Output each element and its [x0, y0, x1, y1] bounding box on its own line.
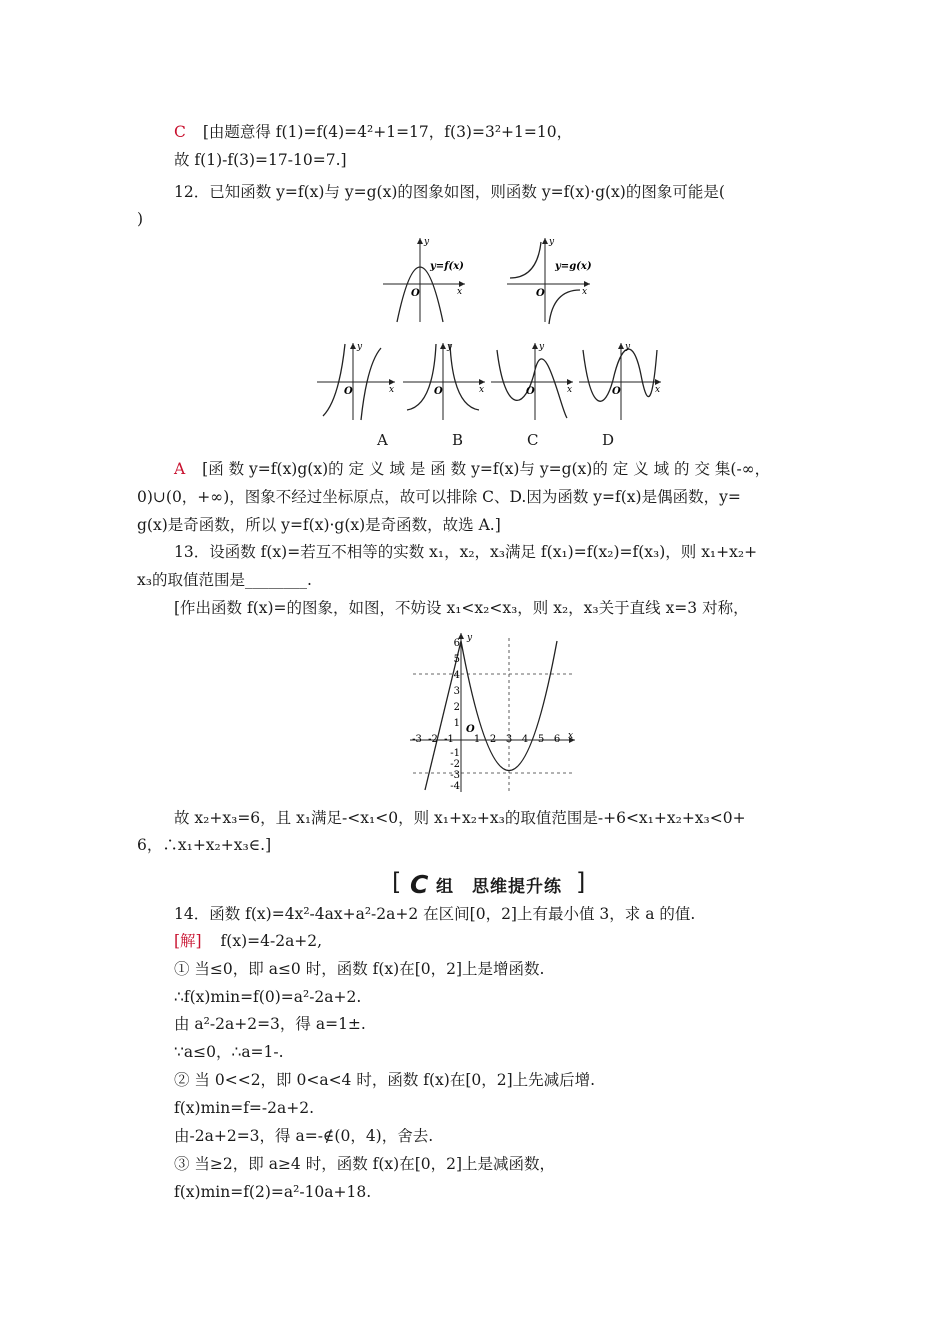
- answer-letter: C: [174, 123, 186, 141]
- axis-x-label: x: [457, 287, 463, 297]
- solution-text: f(x)=4-2a+2,: [220, 932, 323, 950]
- svg-text:x: x: [479, 385, 485, 395]
- y-tick: -2: [450, 759, 460, 770]
- svg-text:y: y: [357, 342, 363, 352]
- answer-11-line2: 故 f(1)-f(3)=17-10=7.]: [174, 151, 347, 169]
- solution-line-6: ② 当 0<<2，即 0<a<4 时，函数 f(x)在[0，2]上先减后增.: [174, 1071, 596, 1089]
- solution-line-8: 由-2a+2=3，得 a=-∉(0，4)，舍去.: [174, 1127, 434, 1145]
- answer-13-line3: 6，∴x₁+x₂+x₃∈.]: [137, 836, 272, 854]
- section-banner: [392, 869, 592, 897]
- x-tick: 2: [489, 734, 497, 745]
- question-14: 14．函数 f(x)=4x²-4ax+a²-2a+2 在区间[0，2]上有最小值 3，求 a 的值.: [174, 905, 696, 923]
- solution-line-1: [174, 930, 322, 952]
- solution-line-3: ∴f(x)min=f(0)=a²-2a+2.: [174, 988, 362, 1006]
- origin-label: O: [411, 288, 420, 299]
- x-tick: 6: [553, 734, 561, 745]
- y-tick: -3: [450, 770, 460, 781]
- svg-text:y: y: [539, 342, 545, 352]
- answer-12-line2: 0)∪(0，+∞)，图象不经过坐标原点，故可以排除 C、D.因为函数 y=f(x)是偶函数，y=: [137, 488, 741, 506]
- answer-12-line1: [174, 458, 770, 480]
- question-13-line2: x₃的取值范围是________.: [137, 571, 312, 589]
- x-tick: -1: [444, 734, 454, 745]
- option-label-c: C: [527, 431, 539, 449]
- svg-text:O: O: [344, 386, 353, 397]
- option-d-graph: [579, 342, 661, 420]
- figure-13-graph: [405, 630, 580, 795]
- axis-x-label: x: [582, 287, 588, 297]
- question-12-paren: ): [137, 210, 144, 228]
- origin-label: O: [536, 288, 545, 299]
- answer-12-line3: g(x)是奇函数，所以 y=f(x)·g(x)是奇函数，故选 A.]: [137, 516, 501, 534]
- y-tick: -1: [450, 748, 460, 759]
- y-tick: 6: [453, 638, 460, 649]
- svg-text:O: O: [466, 724, 475, 735]
- svg-text:x: x: [655, 385, 661, 395]
- figure-12-options: [315, 340, 665, 425]
- graph-g: [507, 237, 592, 324]
- option-a-graph: [317, 342, 395, 420]
- x-tick: -3: [412, 734, 422, 745]
- option-b-graph: [403, 342, 485, 420]
- svg-text:x: x: [568, 731, 574, 741]
- banner-title: 组 思维提升练: [436, 877, 562, 897]
- graph-f: [383, 237, 465, 322]
- option-label-b: B: [452, 431, 464, 449]
- option-label-a: A: [377, 431, 388, 449]
- y-tick: 5: [453, 654, 460, 665]
- answer-13-line1: [作出函数 f(x)=的图象，如图，不妨设 x₁<x₂<x₃，则 x₂，x₃关于直线 x=3 对称，: [174, 599, 749, 617]
- answer-text: [函 数 y=f(x)g(x)的 定 义 域 是 函 数 y=f(x)与 y=g(x)的 定 义 域 的 交 集(-∞，: [202, 460, 771, 478]
- figure-12-fg: [375, 232, 600, 327]
- f-label: y=f(x): [430, 261, 464, 272]
- question-12: 12．已知函数 y=f(x)与 y=g(x)的图象如图，则函数 y=f(x)·g(x)的图象可能是(: [174, 183, 725, 201]
- solution-line-10: f(x)min=f(2)=a²-10a+18.: [174, 1183, 372, 1201]
- x-tick: 1: [473, 734, 481, 745]
- solution-tag: [解]: [174, 932, 202, 950]
- x-tick: 3: [505, 734, 513, 745]
- answer-13-line2: 故 x₂+x₃=6，且 x₁满足-<x₁<0，则 x₁+x₂+x₃的取值范围是-+6<x₁+x₂+x₃<0+: [174, 809, 746, 827]
- svg-text:y: y: [467, 633, 473, 643]
- x-tick: 5: [537, 734, 545, 745]
- solution-line-4: 由 a²-2a+2=3，得 a=1±.: [174, 1015, 366, 1033]
- x-tick: -2: [428, 734, 438, 745]
- svg-text:y: y: [447, 342, 453, 352]
- question-13-line1: 13．设函数 f(x)=若互不相等的实数 x₁，x₂，x₃满足 f(x₁)=f(x₂)=f(x₃)，则 x₁+x₂+: [174, 543, 758, 561]
- answer-letter: A: [174, 460, 186, 478]
- svg-text:O: O: [612, 386, 621, 397]
- solution-line-7: f(x)min=f=-2a+2.: [174, 1099, 315, 1117]
- y-tick: 1: [453, 718, 460, 729]
- svg-text:x: x: [567, 385, 573, 395]
- banner-letter: C: [410, 870, 429, 899]
- option-label-d: D: [602, 431, 615, 449]
- x-tick: 4: [521, 734, 529, 745]
- svg-text:y: y: [625, 342, 631, 352]
- y-tick: 3: [453, 686, 460, 697]
- banner-right-bracket: ]: [576, 868, 586, 896]
- option-c-graph: [491, 342, 573, 420]
- svg-text:O: O: [434, 386, 443, 397]
- solution-line-5: ∵a≤0，∴a=1-.: [174, 1043, 284, 1061]
- y-tick: -4: [450, 781, 460, 792]
- banner-left-bracket: [: [392, 868, 402, 896]
- y-tick: 4: [453, 670, 460, 681]
- axis-y-label: y: [424, 237, 430, 247]
- g-label: y=g(x): [555, 261, 592, 272]
- solution-line-9: ③ 当≥2，即 a≥4 时，函数 f(x)在[0，2]上是减函数，: [174, 1155, 556, 1173]
- solution-line-2: ① 当≤0，即 a≤0 时，函数 f(x)在[0，2]上是增函数.: [174, 960, 545, 978]
- axis-y-label: y: [549, 237, 555, 247]
- answer-text: [由题意得 f(1)=f(4)=4²+1=17，f(3)=3²+1=10，: [202, 123, 573, 141]
- y-tick: 2: [453, 702, 460, 713]
- svg-text:x: x: [389, 385, 395, 395]
- answer-11-line1: [174, 121, 572, 143]
- svg-text:O: O: [526, 386, 535, 397]
